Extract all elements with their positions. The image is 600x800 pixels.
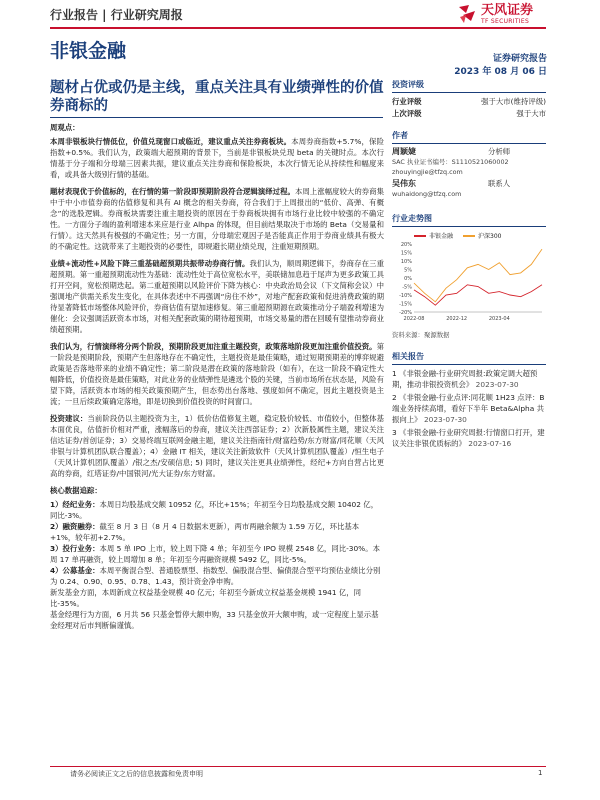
related-report[interactable]: 2 《非银金融-行业点评:同花顺 1H23 点评：B 端业务持续高增，看好下半年 Beta&Alpha 共振向上》 2023-07-30 bbox=[392, 393, 545, 424]
related-heading: 相关报告 bbox=[392, 351, 546, 365]
y-tick-label: -5% bbox=[402, 284, 412, 291]
series-line-2 bbox=[414, 249, 542, 302]
rating-heading: 投资评级 bbox=[392, 79, 546, 93]
analyst-1: 周颖婕 分析师 SAC 执业证书编号：S1110521060002 zhouyingjie@tfzq.com bbox=[392, 147, 511, 176]
author-heading: 作者 bbox=[392, 130, 546, 144]
y-tick-label: 5% bbox=[404, 267, 412, 274]
logo-english: TF SECURITIES bbox=[481, 17, 530, 25]
legend-swatch-1 bbox=[414, 235, 426, 237]
x-tick-label: 2022-12 bbox=[446, 316, 468, 322]
tracking-item: 3）投行业务：本周 5 单 IPO 上市，较上周下降 4 单；年初至今 IPO 规模 2548 亿，同比-30%。本周 17 单再融资，较上周增加 8 单；年初至今再融资规模 5492 亿，同比-5%。 bbox=[50, 544, 380, 564]
y-tick-label: 20% bbox=[400, 242, 412, 248]
paragraph-4: 我们认为，行情演绎将分两个阶段，预期阶段更加注重主题投资，政策落地阶段更加注重价值投资。第一阶段是预期阶段，预期产生但落地存在不确定性，主题投资是最佳策略，通过短期预期差的博弈规避政策是否落地带来的业绩不确定性；第二阶段是潜在政策的落地阶段（如有），在这一阶段不确定性大幅降低，价值投资是最佳策略，对此业务的业绩弹性是遴选个股的关键，当前市场所在状态是，风险有望下降，活跃资本市场的相关政策预期产生，但态势出台落地、强度如何不确定，因此主题投资是主流；一旦后续政策确定落地，即是切换到价值投资的时间窗口。 bbox=[50, 342, 384, 406]
wind-logo-icon bbox=[457, 3, 477, 25]
footer-rule bbox=[50, 766, 546, 767]
y-tick-label: -15% bbox=[399, 301, 412, 308]
related-report[interactable]: 1 《非银金融-行业研究周报:政策定调大超预期，推动非银投资机会》 2023-07-30 bbox=[392, 369, 538, 389]
tracking-item: 新发基金方面，本周新成立权益基金规模 40 亿元；年初至今新成立权益基金规模 1941 亿，同比-35%。 bbox=[50, 588, 362, 608]
paragraph-2: 题材表现优于价值标的，在行情的第一阶段即预期阶段符合逻辑演绎过程。本周上涨幅度较大的券商集中于中小市值券商的估值修复和具有 AI 概念的相关券商，符合我们于上周报出的“低价、高弹、有概念”的选股逻辑。券商板块需要注重主题投资的原因在于券商板块拥有市场行业比较中较强的不确定性。一方面分子端的盈利增速本来应是行业 Alhpa 的体现，但目前结果取决于市场的 Beta（交易量和行情）。这天然具有极强的不确定性；另一方面，分母端宏观因子是否能真正作用于券商业绩具有极大的不确定性。这就带来了主题投资的必要性，即规避长期业绩兑现，注重短期预期。 bbox=[50, 187, 384, 251]
y-tick-label: 10% bbox=[400, 259, 412, 265]
y-tick-label: -10% bbox=[399, 293, 412, 299]
y-tick-label: -20% bbox=[399, 310, 412, 316]
paragraph-3: 业绩+流动性+风险下降三重基础超预期共振带动券商行情。我们认为，顺周期逻辑下，券商存在三重超预期。第一重超预期流动性为基础：流动性处于高位宽松水平，美联储加息趋于尾声为更多政策工具打开空间，宽松预期迭起。第二重超预期以风险评价下降为核心：中央政治局会议（下文简称会议）中强调地产供需关系发生变化，在具体表述中不再强调“房住不炒”，对地产配套政策和促进消费政策的期待显著降低市场整体风险评价，券商估值有望加速修复。第三重超预期源在政策推动分子端盈利增速为催化：会议强调活跃资本市场，对相关配套政策的期待超预期，市场交易量的潜在回暖有望推动券商业绩超预期。 bbox=[50, 259, 384, 334]
related-list bbox=[392, 368, 546, 449]
footer-disclaimer: 请务必阅读正文之后的信息披露和免责申明 bbox=[70, 770, 203, 778]
analyst-2-email[interactable]: wuhaidong@tfzq.com bbox=[392, 190, 462, 198]
header-tag: 行业报告 | 行业研究周报 bbox=[50, 8, 183, 22]
prev-rating-row: 上次评级 强于大市 bbox=[392, 109, 546, 118]
tracking-item: 4）公募基金：本周平衡混合型、普通股票型、指数型、偏股混合型、偏债混合型平均预估业绩比分别为 0.24、0.90、0.95、0.78、1.43，预计资金净申购。 bbox=[50, 566, 381, 586]
paragraph-1: 本周非银板块行情低位，价值兑现窗口或临近，建议重点关注券商板块。本周券商指数+5.7%，保险指数+0.5%。我们认为，政策端大超预期的背景下，当前是非银板块兑现 beta 的关键时点。本次行情基于分子端和分母端三因素共振，建议重点关注券商和保险板块，本次行情无论从持续性和幅度来看，或具备大级别行情的基础。 bbox=[50, 137, 384, 179]
weekly-view-heading: 周观点： bbox=[50, 123, 80, 132]
tracking-item: 基金经理行为方面，6 月共 56 只基金暂停大额申购，33 只基金放开大额申购，或一定程度上显示基金经理对后市判断偏谨慎。 bbox=[50, 610, 379, 630]
header-rule bbox=[50, 27, 546, 29]
legend-item-2: 沪深300 bbox=[463, 231, 501, 240]
sector-name: 非银金融 bbox=[50, 40, 127, 62]
x-tick-label: 2022-08 bbox=[403, 316, 425, 322]
report-title: 题材占优或仍是主线，重点关注具有业绩弹性的价值券商标的 bbox=[50, 80, 384, 114]
report-date: 2023 年 08 月 06 日 bbox=[454, 67, 547, 77]
main-body bbox=[50, 122, 384, 631]
sidebar bbox=[392, 79, 546, 451]
trend-heading: 行业走势图 bbox=[392, 213, 546, 227]
logo bbox=[457, 3, 533, 25]
tracking-item: 1）经纪业务：本周日均股基成交额 10952 亿，环比+15%；年初至今日均股基成交额 10402 亿，同比-3%。 bbox=[50, 500, 379, 520]
trend-chart-svg bbox=[392, 242, 546, 326]
x-tick-label: 2023-04 bbox=[488, 316, 510, 322]
report-type: 证券研究报告 bbox=[492, 54, 547, 64]
related-report[interactable]: 3 《非银金融-行业研究周报:行情窗口打开，建议关注非银优质标的》 2023-07-16 bbox=[392, 428, 545, 448]
chart-legend bbox=[414, 231, 546, 240]
tracking-item: 2）融资融券：截至 8 月 3 日（8 月 4 日数据未更新），两市两融余额为 1.59 万亿，环比基本+1%，较年初+2.7%。 bbox=[50, 522, 360, 542]
analyst-2: 吴伟东 联系人 wuhaidong@tfzq.com bbox=[392, 179, 511, 198]
series-line-1 bbox=[414, 285, 542, 305]
y-tick-label: 0% bbox=[404, 276, 412, 282]
tracking-list bbox=[50, 499, 384, 631]
title-rule bbox=[50, 117, 383, 118]
logo-name: 天风证券 bbox=[481, 2, 534, 18]
legend-swatch-2 bbox=[463, 235, 475, 237]
page-number: 1 bbox=[538, 769, 543, 777]
paragraph-5: 投资建议：当前阶段仍以主题投资为主，1）低价估值修复主题，稳定股价较低、市值较小，但整体基本面优良，估值折价相对严重，涨幅落后的券商，建议关注西部证券；2）次新股属性主题，建议关注信达证券/首创证券；3）交易终端互联网金融主题，建议关注指南针/财富趋势/东方财富/同花顺（天风非银与计算机团队联合覆盖）；4）金融 IT 相关，建议关注新致软件（天风计算机团队覆盖）/恒生电子（天风计算机团队覆盖）/银之杰/安硕信息; 5) 同时，建议关注更具业绩弹性，经纪+方向自营占比更高的券商，红塔证券/中国银河/光大证券/东方财富。 bbox=[50, 414, 384, 478]
chart-source: 资料来源：聚源数据 bbox=[392, 331, 450, 339]
trend-chart bbox=[392, 231, 546, 328]
rating-row: 行业评级 强于大市(维持评级) bbox=[392, 97, 546, 106]
tracking-heading: 核心数据追踪： bbox=[50, 486, 102, 495]
y-tick-label: 15% bbox=[400, 250, 412, 257]
analyst-1-email[interactable]: zhouyingjie@tfzq.com bbox=[392, 168, 463, 176]
legend-item-1: 非银金融 bbox=[414, 231, 453, 240]
